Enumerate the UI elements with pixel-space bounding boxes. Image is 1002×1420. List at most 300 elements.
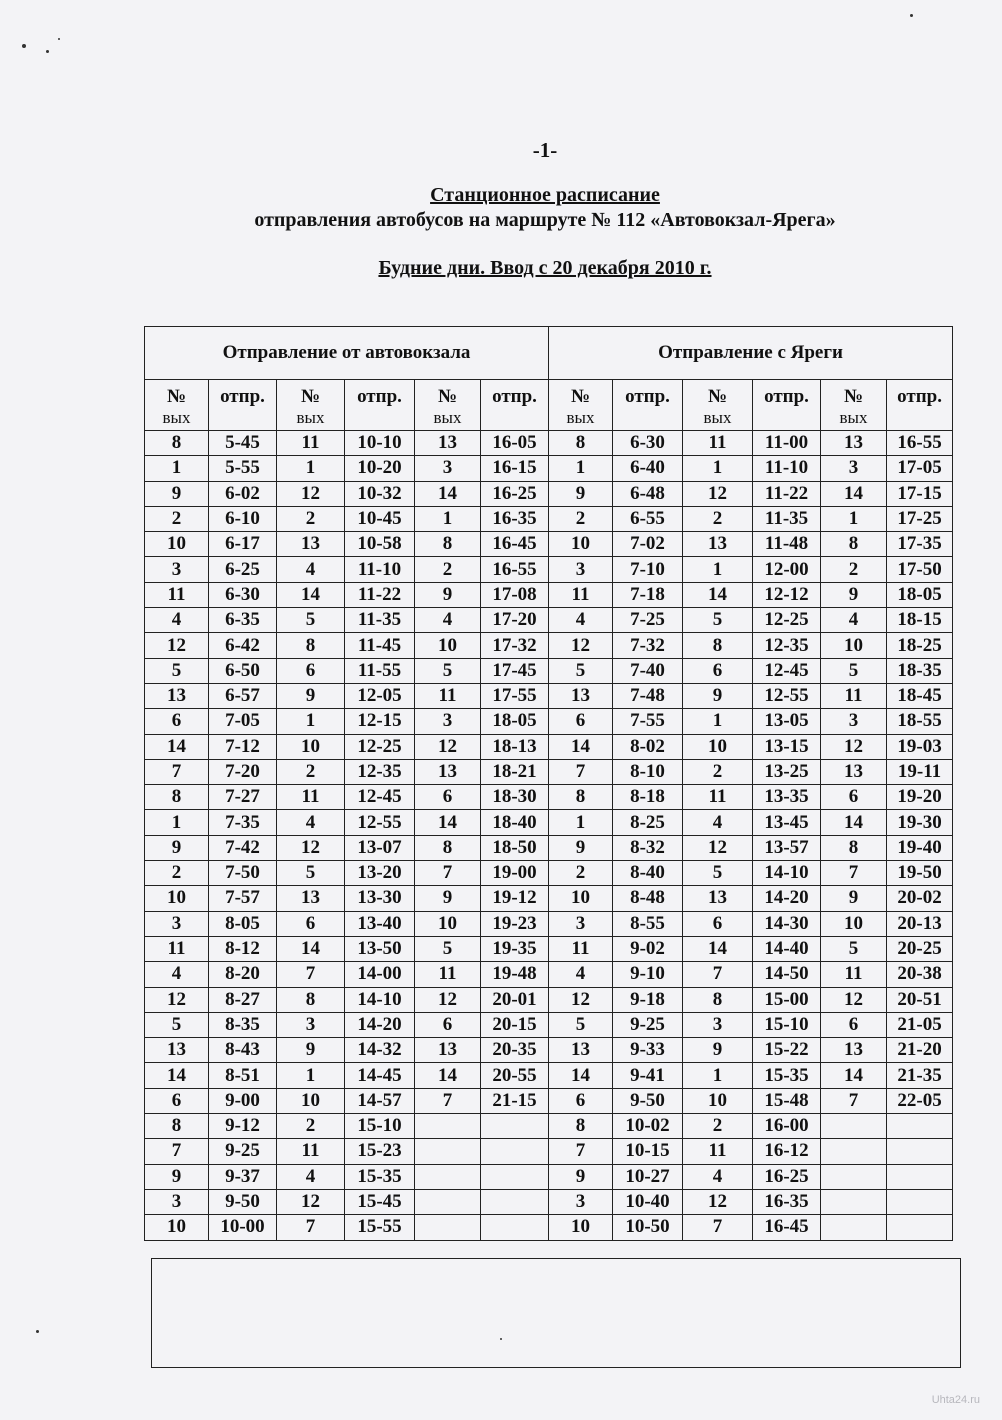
exit-number-cell: 12 [415,734,481,759]
departure-time-cell: 9-25 [209,1139,277,1164]
exit-number-cell: 6 [549,709,613,734]
departure-time-cell: 8-10 [613,759,683,784]
departure-time-cell: 17-50 [887,557,953,582]
exit-number-cell: 1 [277,456,345,481]
header-exit-label: вых [296,408,325,427]
departure-time-cell: 18-35 [887,658,953,683]
departure-time-cell: 11-10 [753,456,821,481]
departure-time-cell: 9-02 [613,936,683,961]
departure-time-cell: 9-18 [613,987,683,1012]
notes-box [151,1258,961,1368]
exit-number-cell: 4 [277,810,345,835]
exit-number-cell: 6 [145,709,209,734]
header-departure-label: отпр. [492,386,537,407]
table-row [145,1164,953,1189]
exit-number-cell: 11 [683,1139,753,1164]
watermark: Uhta24.ru [931,1394,980,1406]
exit-number-cell: 5 [277,861,345,886]
departure-time-cell: 6-40 [613,456,683,481]
exit-number-cell: 5 [549,658,613,683]
departure-time-cell: 12-45 [753,658,821,683]
exit-number-cell: 12 [683,835,753,860]
exit-number-cell: 14 [415,810,481,835]
exit-number-cell: 9 [683,683,753,708]
departure-time-cell: 9-41 [613,1063,683,1088]
departure-time-cell: 8-55 [613,911,683,936]
exit-number-cell [821,1114,887,1139]
departure-time-cell: 19-11 [887,759,953,784]
departure-time-cell: 15-10 [753,1012,821,1037]
exit-number-cell: 2 [683,1114,753,1139]
exit-number-cell: 14 [277,936,345,961]
departure-time-cell: 13-05 [753,709,821,734]
departure-time-cell: 17-35 [887,532,953,557]
departure-time-cell: 14-20 [345,1012,415,1037]
departure-time-cell: 6-48 [613,481,683,506]
header-num-sign: № [437,386,458,407]
exit-number-cell: 2 [683,506,753,531]
scan-speck [58,38,60,40]
exit-number-cell: 12 [683,1189,753,1214]
departure-time-cell: 17-20 [481,608,549,633]
departure-time-cell: 17-55 [481,683,549,708]
departure-time-cell: 7-18 [613,582,683,607]
exit-number-cell: 14 [145,734,209,759]
exit-number-cell: 3 [145,911,209,936]
departure-time-cell: 15-48 [753,1088,821,1113]
exit-number-cell: 3 [549,1189,613,1214]
exit-number-cell: 13 [683,886,753,911]
header-departure-label: отпр. [764,386,809,407]
exit-number-cell: 10 [549,1215,613,1240]
exit-number-cell: 2 [277,759,345,784]
departure-time-cell: 19-48 [481,962,549,987]
exit-number-cell: 13 [549,1038,613,1063]
table-row [145,608,953,633]
departure-time-cell: 7-32 [613,633,683,658]
departure-time-cell: 20-25 [887,936,953,961]
exit-number-cell: 9 [277,1038,345,1063]
departure-time-cell: 13-35 [753,785,821,810]
departure-time-cell [481,1189,549,1214]
table-row [145,683,953,708]
exit-number-cell: 4 [277,1164,345,1189]
exit-number-cell: 7 [549,759,613,784]
departure-time-cell: 8-40 [613,861,683,886]
table-row [145,633,953,658]
departure-time-cell: 13-20 [345,861,415,886]
exit-number-cell: 9 [549,835,613,860]
exit-number-cell: 10 [549,532,613,557]
departure-time-cell: 6-30 [613,431,683,456]
departure-time-cell: 6-02 [209,481,277,506]
exit-number-cell: 1 [549,810,613,835]
exit-number-cell: 11 [415,962,481,987]
departure-time-cell: 18-45 [887,683,953,708]
exit-number-cell: 7 [145,1139,209,1164]
departure-time-cell: 16-55 [481,557,549,582]
exit-number-cell: 10 [277,734,345,759]
departure-time-cell: 6-35 [209,608,277,633]
header-departure-label: отпр. [220,386,265,407]
table-row [145,481,953,506]
exit-number-cell [415,1114,481,1139]
exit-number-cell: 6 [415,785,481,810]
exit-number-cell: 4 [549,962,613,987]
table-row [145,987,953,1012]
exit-number-cell: 11 [145,582,209,607]
exit-number-cell: 5 [415,658,481,683]
exit-number-cell: 9 [415,886,481,911]
departure-time-cell: 8-32 [613,835,683,860]
exit-number-cell: 3 [145,557,209,582]
exit-number-cell: 6 [683,658,753,683]
departure-time-cell: 10-00 [209,1215,277,1240]
table-row [145,557,953,582]
scan-speck [910,14,913,17]
departure-time-cell: 7-40 [613,658,683,683]
table-row [145,759,953,784]
departure-time-cell: 20-38 [887,962,953,987]
departure-time-cell: 11-55 [345,658,415,683]
exit-number-cell: 11 [415,683,481,708]
departure-time-cell: 10-02 [613,1114,683,1139]
document-title: Станционное расписание [430,184,660,206]
departure-time-cell: 14-10 [753,861,821,886]
exit-number-cell: 13 [549,683,613,708]
exit-number-cell: 7 [415,1088,481,1113]
exit-number-cell: 10 [145,1215,209,1240]
exit-number-cell: 1 [683,709,753,734]
departure-time-cell: 12-55 [345,810,415,835]
exit-number-cell: 8 [415,835,481,860]
column-header-departure [209,380,277,431]
exit-number-cell: 6 [821,1012,887,1037]
table-row [145,1088,953,1113]
exit-number-cell: 7 [415,861,481,886]
departure-time-cell: 9-10 [613,962,683,987]
departure-time-cell: 14-45 [345,1063,415,1088]
table-row [145,835,953,860]
exit-number-cell: 11 [277,785,345,810]
column-header-exit-number [277,380,345,431]
departure-time-cell: 22-05 [887,1088,953,1113]
exit-number-cell: 5 [821,658,887,683]
exit-number-cell: 8 [683,633,753,658]
departure-time-cell: 20-35 [481,1038,549,1063]
exit-number-cell: 11 [821,683,887,708]
exit-number-cell: 6 [277,911,345,936]
exit-number-cell: 8 [277,633,345,658]
departure-time-cell: 12-25 [345,734,415,759]
table-row [145,734,953,759]
exit-number-cell: 10 [821,911,887,936]
departure-time-cell: 12-00 [753,557,821,582]
departure-time-cell: 8-12 [209,936,277,961]
departure-time-cell: 9-50 [613,1088,683,1113]
departure-time-cell: 16-35 [753,1189,821,1214]
exit-number-cell: 8 [145,431,209,456]
departure-time-cell: 20-01 [481,987,549,1012]
exit-number-cell: 10 [683,1088,753,1113]
departure-time-cell: 9-12 [209,1114,277,1139]
departure-time-cell: 20-51 [887,987,953,1012]
departure-time-cell: 13-40 [345,911,415,936]
exit-number-cell: 3 [145,1189,209,1214]
exit-number-cell: 9 [145,1164,209,1189]
exit-number-cell: 1 [821,506,887,531]
exit-number-cell: 11 [549,936,613,961]
exit-number-cell: 12 [549,987,613,1012]
exit-number-cell: 12 [277,835,345,860]
exit-number-cell: 7 [821,861,887,886]
exit-number-cell: 8 [549,1114,613,1139]
scan-speck [22,44,26,48]
exit-number-cell: 12 [277,1189,345,1214]
exit-number-cell: 2 [415,557,481,582]
departure-time-cell: 7-10 [613,557,683,582]
departure-time-cell: 5-45 [209,431,277,456]
departure-time-cell: 16-45 [753,1215,821,1240]
departure-time-cell: 12-55 [753,683,821,708]
exit-number-cell: 4 [415,608,481,633]
exit-number-cell: 11 [683,785,753,810]
exit-number-cell: 9 [277,683,345,708]
exit-number-cell: 4 [821,608,887,633]
column-header-exit-number [683,380,753,431]
schedule-table [144,326,953,1241]
departure-time-cell: 10-45 [345,506,415,531]
departure-time-cell: 14-50 [753,962,821,987]
exit-number-cell: 11 [683,431,753,456]
departure-time-cell: 6-42 [209,633,277,658]
departure-time-cell: 10-32 [345,481,415,506]
exit-number-cell: 11 [277,1139,345,1164]
departure-time-cell: 19-50 [887,861,953,886]
departure-time-cell: 16-12 [753,1139,821,1164]
departure-time-cell: 15-10 [345,1114,415,1139]
exit-number-cell: 3 [549,557,613,582]
departure-time-cell: 7-55 [613,709,683,734]
departure-time-cell: 6-55 [613,506,683,531]
departure-time-cell: 15-35 [753,1063,821,1088]
exit-number-cell: 3 [683,1012,753,1037]
exit-number-cell: 10 [415,633,481,658]
exit-number-cell: 14 [415,1063,481,1088]
departure-time-cell: 16-25 [753,1164,821,1189]
departure-time-cell: 11-00 [753,431,821,456]
exit-number-cell: 13 [145,1038,209,1063]
header-num-sign: № [707,386,728,407]
departure-time-cell: 12-35 [753,633,821,658]
column-header-exit-number [415,380,481,431]
exit-number-cell: 6 [821,785,887,810]
departure-time-cell: 11-10 [345,557,415,582]
exit-number-cell: 4 [683,810,753,835]
exit-number-cell [415,1189,481,1214]
column-header-exit-number [549,380,613,431]
departure-time-cell: 10-10 [345,431,415,456]
exit-number-cell: 10 [415,911,481,936]
exit-number-cell: 8 [549,785,613,810]
departure-time-cell: 17-45 [481,658,549,683]
column-header-departure [753,380,821,431]
departure-time-cell: 12-25 [753,608,821,633]
table-row [145,709,953,734]
section-header-bus-station: Отправление от автовокзала [145,327,549,380]
departure-time-cell: 18-55 [887,709,953,734]
exit-number-cell: 3 [415,456,481,481]
departure-time-cell: 20-02 [887,886,953,911]
departure-time-cell: 8-25 [613,810,683,835]
exit-number-cell: 9 [821,886,887,911]
exit-number-cell: 7 [821,1088,887,1113]
exit-number-cell [415,1164,481,1189]
page-number: -1- [532,138,558,162]
exit-number-cell: 10 [683,734,753,759]
exit-number-cell: 5 [415,936,481,961]
departure-time-cell: 7-57 [209,886,277,911]
departure-time-cell [481,1215,549,1240]
exit-number-cell: 11 [145,936,209,961]
exit-number-cell: 9 [549,1164,613,1189]
departure-time-cell: 19-30 [887,810,953,835]
departure-time-cell: 19-03 [887,734,953,759]
table-row [145,886,953,911]
departure-time-cell: 13-45 [753,810,821,835]
departure-time-cell: 18-05 [481,709,549,734]
departure-time-cell: 16-55 [887,431,953,456]
departure-time-cell: 20-55 [481,1063,549,1088]
table-row [145,785,953,810]
departure-time-cell: 14-10 [345,987,415,1012]
header-exit-label: вых [703,408,732,427]
exit-number-cell [821,1164,887,1189]
exit-number-cell: 3 [549,911,613,936]
departure-time-cell: 7-42 [209,835,277,860]
scan-speck [46,50,49,53]
exit-number-cell: 13 [277,886,345,911]
departure-time-cell: 9-50 [209,1189,277,1214]
column-header-departure [613,380,683,431]
departure-time-cell: 17-08 [481,582,549,607]
header-num-sign: № [166,386,187,407]
exit-number-cell: 1 [415,506,481,531]
table-row [145,1063,953,1088]
table-row [145,936,953,961]
exit-number-cell: 10 [277,1088,345,1113]
departure-time-cell: 15-00 [753,987,821,1012]
exit-number-cell: 14 [821,810,887,835]
departure-time-cell: 14-32 [345,1038,415,1063]
table-row [145,810,953,835]
exit-number-cell: 11 [277,431,345,456]
departure-time-cell: 19-40 [887,835,953,860]
departure-time-cell: 14-00 [345,962,415,987]
exit-number-cell [821,1139,887,1164]
departure-time-cell: 14-57 [345,1088,415,1113]
departure-time-cell: 8-20 [209,962,277,987]
exit-number-cell: 8 [549,431,613,456]
header-num-sign: № [300,386,321,407]
scan-speck [36,1330,39,1333]
exit-number-cell: 1 [549,456,613,481]
exit-number-cell: 5 [145,1012,209,1037]
departure-time-cell: 16-35 [481,506,549,531]
departure-time-cell: 10-20 [345,456,415,481]
exit-number-cell: 13 [277,532,345,557]
departure-time-cell: 9-37 [209,1164,277,1189]
departure-time-cell: 7-02 [613,532,683,557]
departure-time-cell: 7-27 [209,785,277,810]
table-row [145,911,953,936]
table-row [145,962,953,987]
departure-time-cell: 7-48 [613,683,683,708]
exit-number-cell: 13 [415,431,481,456]
departure-time-cell: 13-25 [753,759,821,784]
departure-time-cell: 7-25 [613,608,683,633]
table-row [145,431,953,456]
exit-number-cell: 9 [415,582,481,607]
departure-time-cell: 11-48 [753,532,821,557]
exit-number-cell: 8 [277,987,345,1012]
departure-time-cell: 7-12 [209,734,277,759]
departure-time-cell: 7-35 [209,810,277,835]
column-header-exit-number [821,380,887,431]
header-departure-label: отпр. [897,386,942,407]
exit-number-cell: 14 [549,1063,613,1088]
departure-time-cell: 7-20 [209,759,277,784]
departure-time-cell: 15-23 [345,1139,415,1164]
departure-time-cell: 6-17 [209,532,277,557]
departure-time-cell: 18-21 [481,759,549,784]
departure-time-cell: 18-05 [887,582,953,607]
exit-number-cell: 3 [821,456,887,481]
departure-time-cell: 19-23 [481,911,549,936]
exit-number-cell: 5 [683,608,753,633]
departure-time-cell: 8-48 [613,886,683,911]
departure-time-cell: 12-15 [345,709,415,734]
exit-number-cell: 6 [415,1012,481,1037]
schedule-validity: Будние дни. Ввод с 20 декабря 2010 г. [378,257,712,279]
column-header-row [145,380,953,431]
exit-number-cell: 14 [683,936,753,961]
exit-number-cell: 13 [683,532,753,557]
table-row [145,1012,953,1037]
departure-time-cell: 21-35 [887,1063,953,1088]
exit-number-cell: 9 [549,481,613,506]
departure-time-cell: 18-25 [887,633,953,658]
table-row [145,1189,953,1214]
exit-number-cell: 5 [277,608,345,633]
table-row [145,506,953,531]
exit-number-cell: 8 [821,835,887,860]
departure-time-cell: 16-45 [481,532,549,557]
exit-number-cell: 10 [549,886,613,911]
departure-time-cell: 6-57 [209,683,277,708]
departure-time-cell: 13-30 [345,886,415,911]
departure-time-cell: 9-33 [613,1038,683,1063]
exit-number-cell [821,1215,887,1240]
departure-time-cell: 16-25 [481,481,549,506]
departure-time-cell: 16-00 [753,1114,821,1139]
exit-number-cell: 12 [415,987,481,1012]
table-row [145,1038,953,1063]
departure-time-cell: 8-18 [613,785,683,810]
exit-number-cell: 1 [277,709,345,734]
departure-time-cell: 11-35 [345,608,415,633]
exit-number-cell: 5 [549,1012,613,1037]
